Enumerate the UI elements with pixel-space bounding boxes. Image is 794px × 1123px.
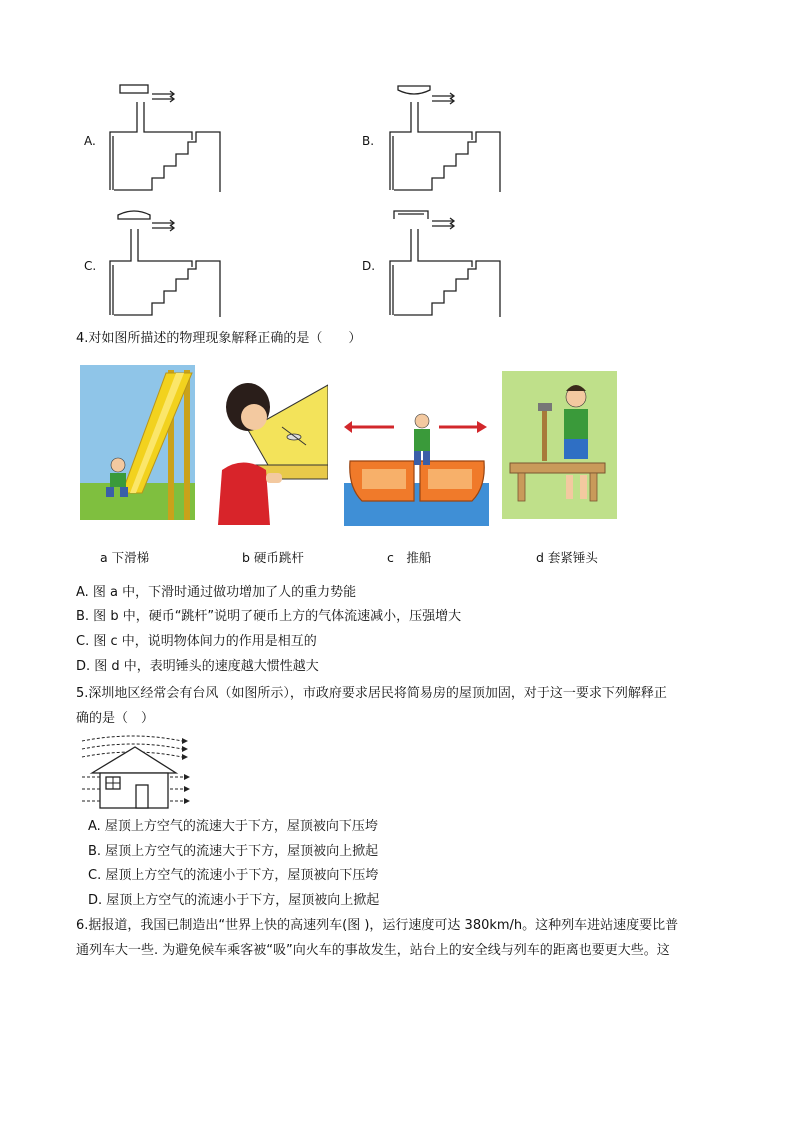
option-label: B. bbox=[362, 134, 375, 148]
q5-stem-line2: 确的是（ ） bbox=[76, 711, 155, 726]
option-a-figure bbox=[104, 80, 224, 195]
q6-line2: 通列车大一些. 为避免候车乘客被“吸”向火车的事故发生，站台上的安全线与列车的距离也要更大些。这 bbox=[76, 943, 670, 958]
option-b-figure bbox=[384, 80, 504, 195]
caption-slide: a 下滑梯 bbox=[100, 550, 150, 565]
picture-boat bbox=[344, 383, 489, 526]
q4-choice-b: B. 图 b 中，硬币“跳杆”说明了硬币上方的气体流速减小，压强增大 bbox=[76, 609, 462, 624]
q5-stem-line1: 5.深圳地区经常会有台风（如图所示），市政府要求居民将简易房的屋顶加固，对于这一要求下列解释正 bbox=[76, 686, 667, 701]
q5-choice-a: A. 屋顶上方空气的流速大于下方，屋顶被向下压垮 bbox=[88, 819, 378, 834]
option-label: C. bbox=[84, 259, 97, 273]
picture-coin bbox=[208, 375, 328, 525]
q4-choice-c: C. 图 c 中，说明物体间力的作用是相互的 bbox=[76, 634, 317, 649]
typhoon-house-figure bbox=[78, 733, 193, 813]
picture-slide bbox=[80, 365, 195, 520]
option-d-figure bbox=[384, 205, 504, 320]
q5-choice-d: D. 屋顶上方空气的流速小于下方，屋顶被向上掀起 bbox=[88, 893, 380, 908]
caption-boat: c 推船 bbox=[387, 550, 432, 565]
caption-coin: b 硬币跳杆 bbox=[242, 550, 304, 565]
option-label: D. bbox=[362, 259, 376, 273]
option-c-figure bbox=[104, 205, 224, 320]
q4-choice-d: D. 图 d 中，表明锤头的速度越大惯性越大 bbox=[76, 659, 319, 674]
option-label: A. bbox=[84, 134, 96, 148]
q4-choice-a: A. 图 a 中，下滑时通过做功增加了人的重力势能 bbox=[76, 585, 357, 600]
q5-choice-c: C. 屋顶上方空气的流速小于下方，屋顶被向下压垮 bbox=[88, 868, 379, 883]
q6-line1: 6.据报道，我国已制造出“世界上快的高速列车(图 )，运行速度可达 380km/h。这种列车进站速度要比普 bbox=[76, 918, 679, 933]
q5-choice-b: B. 屋顶上方空气的流速大于下方，屋顶被向上掀起 bbox=[88, 844, 379, 859]
picture-hammer bbox=[502, 371, 617, 519]
q4-stem: 4.对如图所描述的物理现象解释正确的是（ ） bbox=[76, 331, 362, 346]
caption-hammer: d 套紧锤头 bbox=[536, 550, 598, 565]
